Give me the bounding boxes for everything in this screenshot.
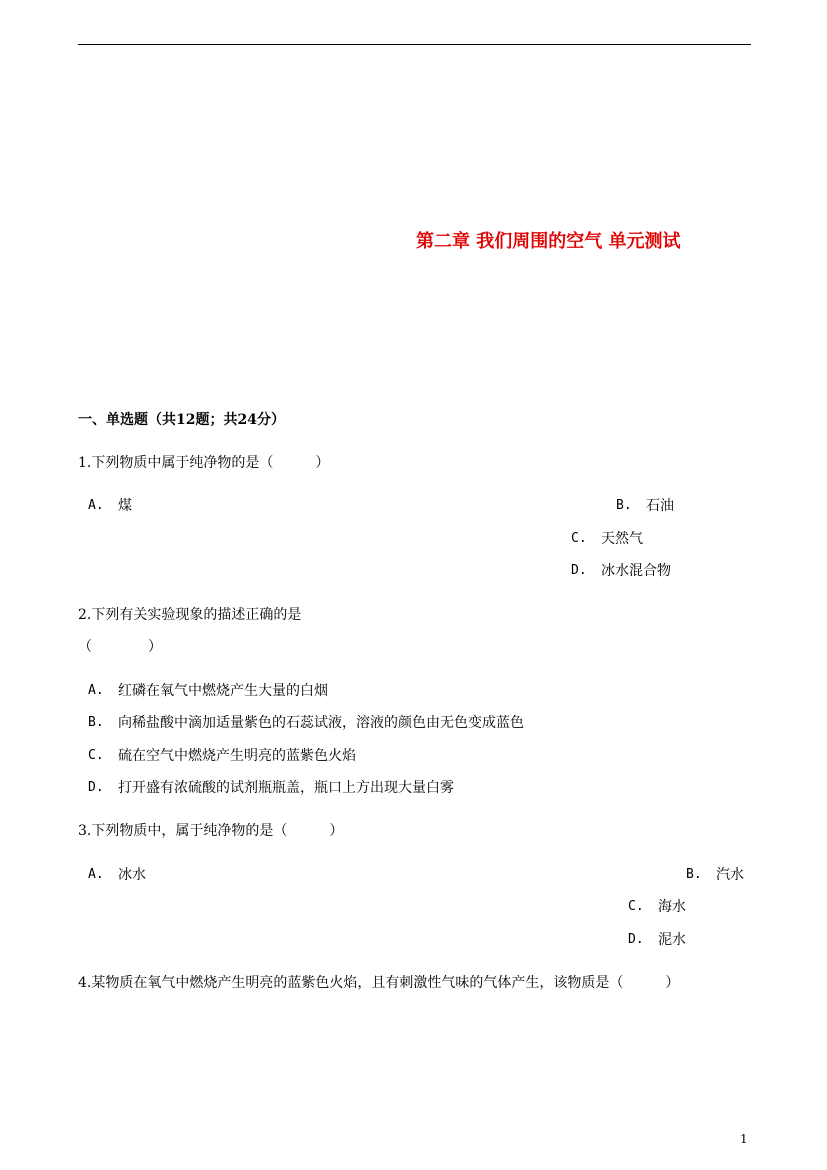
option-text: 海水 [658,899,686,915]
q3-option-b[interactable] [686,867,744,884]
section-heading: 一、单选题（共12题；共24分） [78,412,285,428]
q1-option-a[interactable] [88,498,132,515]
option-text: 冰水 [118,867,146,883]
option-text: 冰水混合物 [601,563,671,579]
option-letter: C. [628,899,644,914]
question-2-stem: 2.下列有关实验现象的描述正确的是 [78,607,302,623]
q2-option-c[interactable] [88,748,356,765]
option-text: 煤 [118,498,132,514]
question-3-stem: 3.下列物质中，属于纯净物的是（ ） [78,823,344,839]
option-letter: A. [88,683,104,698]
option-letter: B. [686,867,702,882]
option-text: 石油 [646,498,674,514]
option-letter: D. [88,780,104,795]
option-letter: C. [571,531,587,546]
q3-option-d[interactable] [628,932,686,949]
option-letter: A. [88,867,104,882]
q1-option-d[interactable] [571,563,671,580]
question-4-stem: 4.某物质在氧气中燃烧产生明亮的蓝紫色火焰，且有刺激性气味的气体产生，该物质是（ ） [78,975,680,991]
option-letter: C. [88,748,104,763]
q1-option-b[interactable] [616,498,674,515]
header-rule [78,44,751,45]
q2-option-a[interactable] [88,683,328,700]
option-text: 向稀盐酸中滴加适量紫色的石蕊试液，溶液的颜色由无色变成蓝色 [118,715,524,731]
option-text: 泥水 [658,932,686,948]
option-letter: A. [88,498,104,513]
q2-option-d[interactable] [88,780,454,797]
question-1-stem: 1.下列物质中属于纯净物的是（ ） [78,455,330,471]
question-2-stem-cont: （ ） [78,639,162,655]
option-letter: D. [628,932,644,947]
option-text: 汽水 [716,867,744,883]
q3-option-c[interactable] [628,899,686,916]
option-letter: D. [571,563,587,578]
option-text: 红磷在氧气中燃烧产生大量的白烟 [118,683,328,699]
option-text: 打开盛有浓硫酸的试剂瓶瓶盖，瓶口上方出现大量白雾 [118,780,454,796]
q2-option-b[interactable] [88,715,524,732]
option-text: 天然气 [601,531,643,547]
option-letter: B. [88,715,104,730]
option-text: 硫在空气中燃烧产生明亮的蓝紫色火焰 [118,748,356,764]
q1-option-c[interactable] [571,531,643,548]
option-letter: B. [616,498,632,513]
page-number: 1 [740,1132,748,1146]
q3-option-a[interactable] [88,867,146,884]
page-title: 第二章 我们周围的空气 单元测试 [416,231,681,252]
